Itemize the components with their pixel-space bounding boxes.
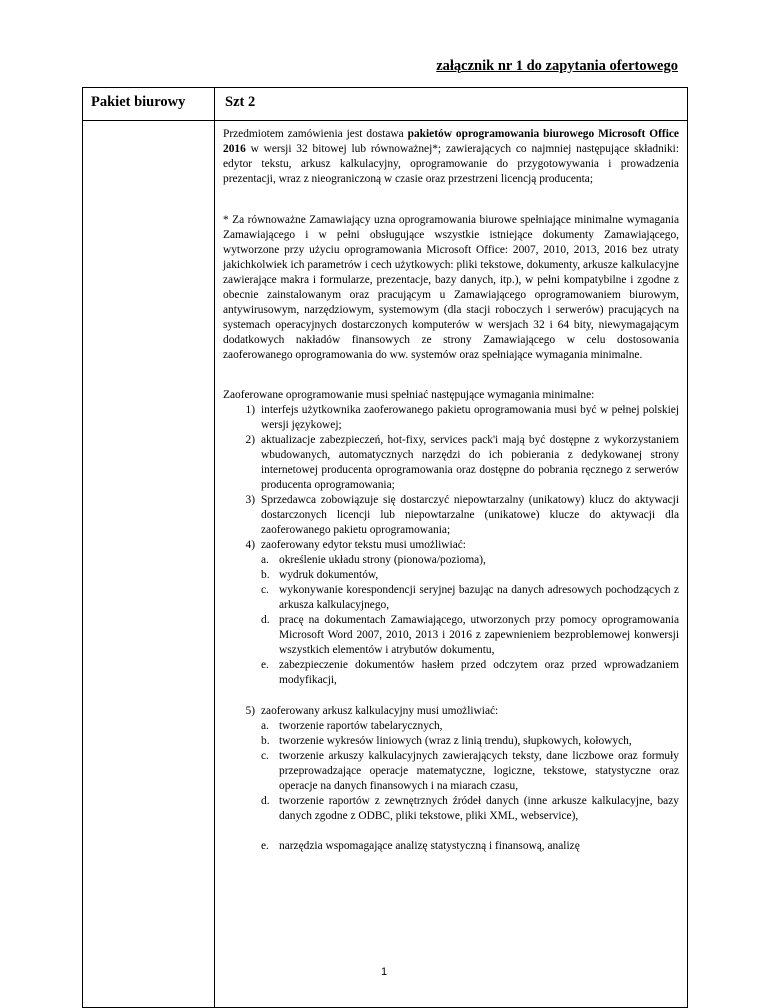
sub-list-item: c. wykonywanie korespondencji seryjnej bazując na danych adresowych pochodzących z arkusza kalkulacyjnego, <box>261 584 679 611</box>
header-cell-product: Pakiet biurowy <box>83 88 215 121</box>
document-header: załącznik nr 1 do zapytania ofertowego <box>436 58 678 74</box>
sub-list-item: d. pracę na dokumentach Zamawiającego, utworzonych przy pomocy oprogramowania Microsoft Word 2007, 2010, 2013 i 2016 z zapewnieniem bezproblemowej konwersji wszystkich elementów i atrybutów dokumentu, <box>261 614 679 656</box>
sub-list-item: e. zabezpieczenie dokumentów hasłem przed odczytem oraz przed wprowadzaniem modyfikacji, <box>261 659 679 686</box>
list-item: 1) interfejs użytkownika zaoferowanego pakietu oprogramowania musi być w pełnej polskiej wersji językowej; <box>245 404 679 431</box>
list-item: 2) aktualizacje zabezpieczeń, hot-fixy, services pack'i mają być dostępne z wykorzystaniem wbudowanych, automatycznych narzędzi do ich pobierania z dedykowanej strony internetowej producenta oprogramowania oraz dostępne do pobrania ręcznego z serwerów producenta oprogramowania; <box>245 434 679 491</box>
requirements-table <box>82 87 688 1008</box>
sub-list-item: a. określenie układu strony (pionowa/pozioma), <box>261 554 486 566</box>
sub-list-item: a. tworzenie raportów tabelarycznych, <box>261 720 443 732</box>
list-item: 5) zaoferowany arkusz kalkulacyjny musi umożliwiać: <box>245 705 499 717</box>
empty-left-cell <box>83 121 215 1008</box>
equivalence-paragraph: * Za równoważne Zamawiający uzna oprogramowania biurowe spełniające minimalne wymagania Zamawiającego i w pełni obsługujące wszystkie istniejące dokumenty Zamawiającego, wytworzone przy użyciu oprogramowania Microsoft Office: 2007, 2010, 2013, 2016 bez utraty jakichkolwiek ich parametrów i cech użytkowych: pliki tekstowe, dokumenty, arkusze kalkulacyjne zawierające makra i formularze, prezentacje, bazy danych, itp.), w pełni kompatybilne i zgodne z obecnie zainstalowanym oraz pracującym u Zamawiającego oprogramowaniem biurowym, antywirusowym, narzędziowym, systemowym (dla stacji roboczych i serwerów) pracujących na systemach operacyjnych dostarczonych komputerów w wersjach 32 i 64 bity, niewymagającym dodatkowych nakładów finansowych ze strony Zamawiającego w celu dostosowania zaoferowanego oprogramowania do ww. systemów oraz spełniające wymagania minimalne. <box>223 214 679 361</box>
table-content-row <box>83 121 688 1008</box>
sub-list-item: b. tworzenie wykresów liniowych (wraz z linią trendu), słupkowych, kołowych, <box>261 735 632 747</box>
table-header-row <box>83 88 688 121</box>
list-item: 4) zaoferowany edytor tekstu musi umożliwiać: <box>245 539 466 551</box>
sub-list-item: b. wydruk dokumentów, <box>261 569 379 581</box>
intro-paragraph: Przedmiotem zamówienia jest dostawa pakietów oprogramowania biurowego Microsoft Office 2016 w wersji 32 bitowej lub równoważnej*; zawierających co najmniej następujące składniki: edytor tekstu, arkusz kalkulacyjny, oprogramowanie do przygotowywania i prowadzenia prezentacji, wraz z nieograniczoną w czasie oraz przestrzeni licencją producenta; <box>223 128 679 185</box>
requirements-content <box>215 121 688 1008</box>
list-item: 3) Sprzedawca zobowiązuje się dostarczyć niepowtarzalny (unikatowy) klucz do aktywacji dostarczonych licencji lub niepowtarzalne (unikatowe) klucze do aktywacji dla zaoferowanego pakietu oprogramowania; <box>245 494 679 536</box>
sub-list-item: d. tworzenie raportów z zewnętrznych źródeł danych (inne arkusze kalkulacyjne, bazy danych zgodne z ODBC, pliki tekstowe, pliki XML, webservice), <box>261 795 679 822</box>
header-cell-quantity: Szt 2 <box>215 88 688 121</box>
sub-list-item: c. tworzenie arkuszy kalkulacyjnych zawierających teksty, dane liczbowe oraz formuły przeprowadzające operacje matematyczne, logiczne, tekstowe, statystyczne oraz operacje na danych finansowych i na miarach czasu, <box>261 750 679 792</box>
page-number: 1 <box>380 966 388 978</box>
sub-list-item: e. narzędzia wspomagające analizę statystyczną i finansową, analizę <box>261 840 580 852</box>
requirements-intro: Zaoferowane oprogramowanie musi spełniać następujące wymagania minimalne: <box>223 389 595 401</box>
product-name: pakietów oprogramowania biurowego Microsoft Office 2016 <box>223 128 679 155</box>
